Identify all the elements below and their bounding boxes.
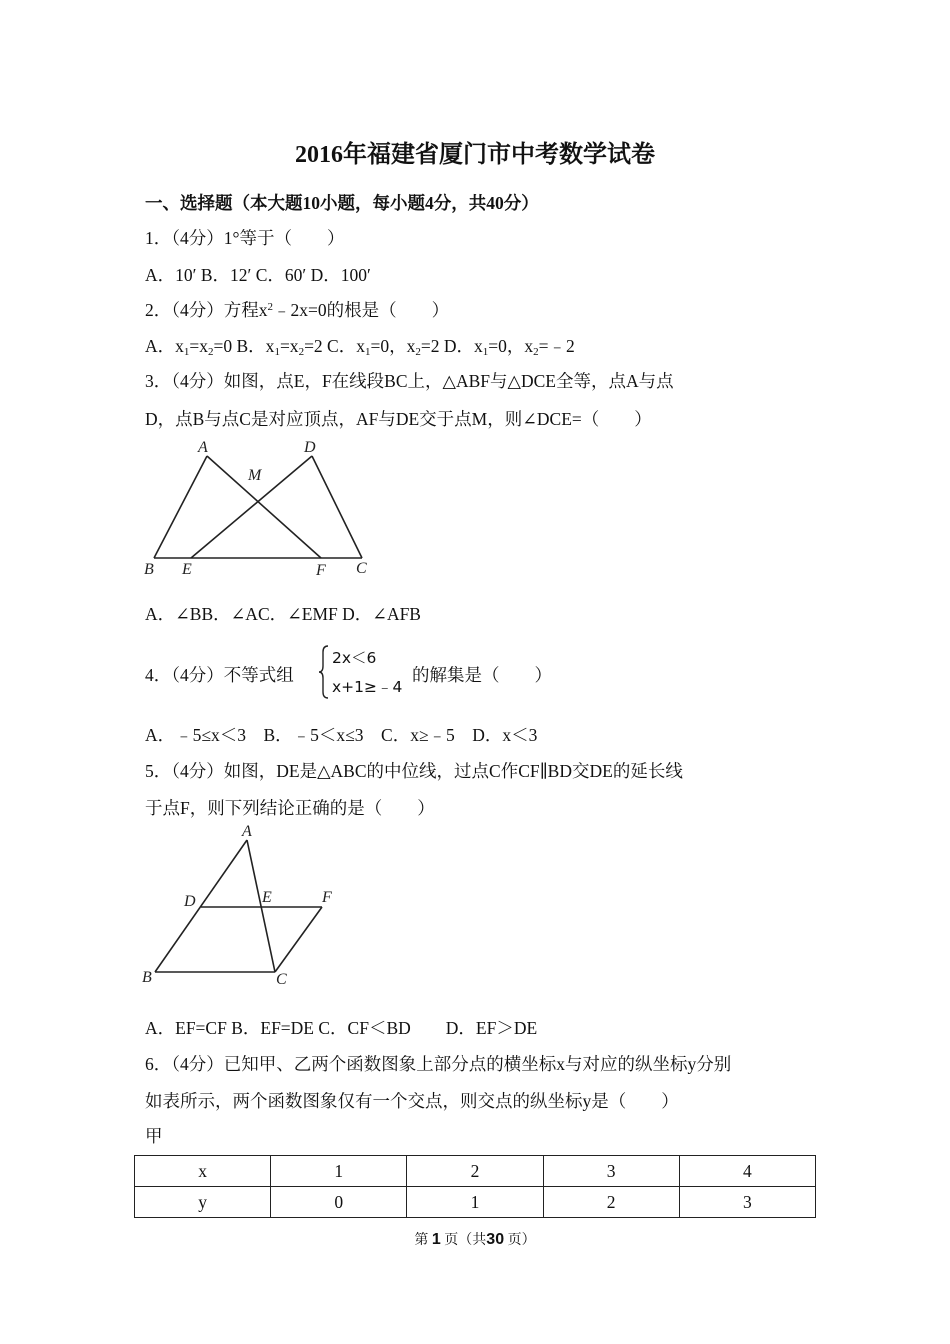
inequality-1: 2x＜6 <box>332 649 377 667</box>
question-5-figure <box>138 820 348 995</box>
table-cell: y <box>135 1187 271 1218</box>
question-2-options: A．$x_1=x_2=0$ B．$x_1=x_2=2$ C．$x_1=0$，$x_2=2$ D．$x_1=0$，$x_2=﹣2$ <box>145 336 575 358</box>
question-6-stem-line2: 如表所示，两个函数图象仅有一个交点，则交点的纵坐标y是（ ） <box>145 1091 679 1111</box>
label-F: F <box>322 889 332 906</box>
question-5-options: A．EF=CF B．EF=DE C．CF＜BD D．EF＞DE <box>145 1018 538 1038</box>
question-4-stem-b: 的解集是（ ） <box>412 665 552 685</box>
question-1-stem: 1．（4分）1°等于（ ） <box>145 228 345 248</box>
label-C: C <box>356 560 367 577</box>
table-cell: 1 <box>271 1156 407 1187</box>
label-D: D <box>184 893 196 910</box>
table-row <box>135 1156 816 1187</box>
table-cell: 2 <box>407 1156 543 1187</box>
table-cell: 0 <box>271 1187 407 1218</box>
table-row <box>135 1187 816 1218</box>
table-cell: 3 <box>679 1187 815 1218</box>
question-3-stem-line1: 3．（4分）如图，点E，F在线段BC上，△ABF与△DCE全等，点A与点 <box>145 371 674 391</box>
question-5-stem-line1: 5．（4分）如图，DE是△ABC的中位线，过点C作CF∥BD交DE的延长线 <box>145 761 683 781</box>
label-M: M <box>248 467 262 484</box>
question-1-options: A．10′ B．12′ C．60′ D．100′ <box>145 265 371 285</box>
value-table <box>134 1155 816 1218</box>
question-3-options: A．∠BB．∠AC．∠EMF D．∠AFB <box>145 604 421 624</box>
table-cell: 3 <box>543 1156 679 1187</box>
label-D: D <box>304 439 316 456</box>
label-A: A <box>242 823 252 840</box>
section-heading: 一、选择题（本大题10小题，每小题4分，共40分） <box>145 193 539 213</box>
inequality-2: x+1≥﹣4 <box>332 678 403 696</box>
label-E: E <box>262 889 272 906</box>
label-A: A <box>198 439 208 456</box>
question-2-stem: 2．（4分）方程$x^2﹣2x=0$的根是（ ） <box>145 300 450 320</box>
left-brace-icon <box>318 644 330 700</box>
table-cell: 1 <box>407 1187 543 1218</box>
table-cell: 4 <box>679 1156 815 1187</box>
question-3-figure <box>140 432 380 582</box>
label-C: C <box>276 971 287 988</box>
paper-title: 2016年福建省厦门市中考数学试卷 <box>295 142 655 168</box>
page-footer: 第 1 页（共30 页） <box>414 1231 536 1248</box>
label-B: B <box>144 561 154 578</box>
table-cell: 2 <box>543 1187 679 1218</box>
inequality-system <box>318 644 410 700</box>
label-E: E <box>182 561 192 578</box>
label-B: B <box>142 969 152 986</box>
question-4-options: A．﹣5≤x＜3 B．﹣5＜x≤3 C．x≥﹣5 D．x＜3 <box>145 725 538 745</box>
question-5-stem-line2: 于点F，则下列结论正确的是（ ） <box>145 798 435 818</box>
question-3-stem-line2: D，点B与点C是对应顶点，AF与DE交于点M，则∠DCE=（ ） <box>145 409 652 429</box>
label-F: F <box>316 562 326 579</box>
table-cell: x <box>135 1156 271 1187</box>
question-6-stem-line1: 6．（4分）已知甲、乙两个函数图象上部分点的横坐标x与对应的纵坐标y分别 <box>145 1054 732 1074</box>
table-label: 甲 <box>145 1126 163 1146</box>
question-4-stem-a: 4．（4分）不等式组 <box>145 665 294 685</box>
